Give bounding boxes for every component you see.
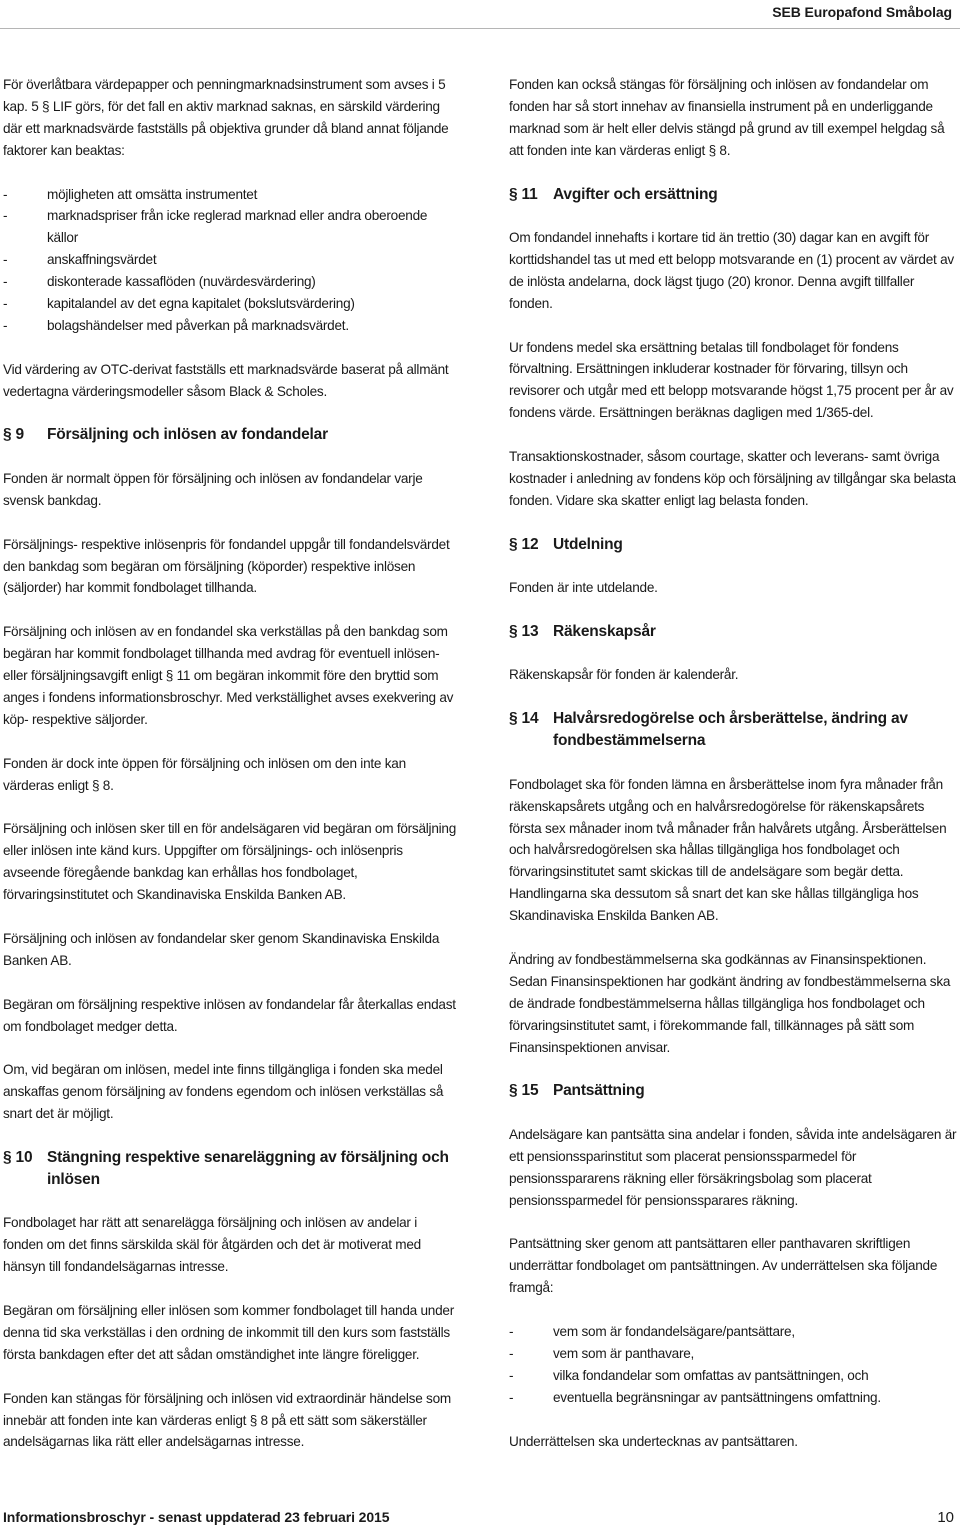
pledge-notice-list [509, 1321, 959, 1409]
section-title: Stängning respektive senareläggning av försäljning och inlösen [47, 1148, 449, 1188]
paragraph: Om fondandel innehafts i kortare tid än trettio (30) dagar kan en avgift för korttidshandel tas ut med ett belopp motsvarande en (1) procent av värdet av de inlösta andelarna, dock lägst tjugo (20) kronor. Denna avgift tillfaller fonden. [509, 230, 954, 311]
section-number: § 11 [509, 185, 538, 203]
paragraph: Försäljning och inlösen av en fondandel ska verkställas på den bankdag som begäran har kommit fondbolaget tillhanda med avdrag för eventuell inlösen- eller försäljningsavgift enligt § 11 om begäran inkommit före den bryttid som anges i fondens informationsbroschyr. Med verkställighet avses exekvering av köp- respektive säljorder. [3, 624, 454, 727]
list-item: - diskonterade kassaflöden (nuvärdesvärdering) [3, 274, 316, 290]
list-item: - kapitalandel av det egna kapitalet (bokslutsvärdering) [3, 296, 355, 312]
paragraph: Fondbolaget har rätt att senarelägga försäljning och inlösen av andelar i fonden om det finns särskilda skäl för åtgärden och det är motiverat med hänsyn till fondandelsägarnas intresse. [3, 1215, 421, 1275]
section-number: § 14 [509, 710, 539, 728]
section-13-heading [509, 621, 959, 643]
section-14-heading [509, 708, 959, 752]
section-12-heading [509, 534, 959, 556]
list-item: - eventuella begränsningar av pantsättningens omfattning. [509, 1389, 881, 1405]
section-9-heading [3, 424, 458, 446]
paragraph: Fonden kan stängas för försäljning och inlösen vid extraordinär händelse som innebär att fonden inte kan värderas enligt § 8 på ett sätt som säkerställer andelsägarnas lika rätt eller andelsägarnas intresse. [3, 1390, 451, 1450]
section-number: § 15 [509, 1082, 539, 1100]
list-item: - anskaffningsvärdet [3, 252, 157, 268]
section-number: § 12 [509, 535, 539, 553]
list-item: - bolagshändelser med påverkan på marknadsvärdet. [3, 317, 349, 333]
paragraph: Begäran om försäljning eller inlösen som kommer fondbolaget till handa under denna tid ska verkställas i den ordning de inkommit till den kurs som fastställs första bankdagen efter det att sådan omständighet inte längre föreligger. [3, 1303, 455, 1362]
section-11-heading [509, 184, 959, 206]
paragraph: Andelsägare kan pantsätta sina andelar i fonden, såvida inte andelsägaren är ett pensionssparinstitut som placerat pensionssparmedel för pensionsspararens räkning eller försäkringsbolag som placerat pensionssparmedel för pensionssparares räkning. [509, 1126, 957, 1208]
paragraph: Fonden är normalt öppen för försäljning och inlösen av fondandelar varje svensk bankdag. [3, 470, 423, 508]
section-number: § 9 [3, 426, 24, 444]
document-header-title: SEB Europafond Småbolag [772, 4, 952, 20]
section-title: Avgifter och ersättning [553, 185, 718, 203]
section-10-heading [3, 1147, 458, 1191]
list-item: - vem som är fondandelsägare/pantsättare, [509, 1324, 795, 1340]
footer-title: Informationsbroschyr - senast uppdaterad 23 februari 2015 [3, 1509, 390, 1525]
section-title: Pantsättning [553, 1082, 645, 1100]
section-title: Utdelning [553, 535, 623, 553]
valuation-intro: För överlåtbara värdepapper och penningmarknadsinstrument som avses i 5 kap. 5 § LIF görs, för det fall en aktiv marknad saknas, en särskild värdering där ett marknadsvärde fastställs på objektiva grunder då bland annat följande faktorer kan beaktas: [3, 77, 449, 158]
paragraph: Försäljning och inlösen av fondandelar sker genom Skandinaviska Enskilda Banken AB. [3, 930, 440, 968]
list-item: - vem som är panthavare, [509, 1345, 695, 1361]
otc-paragraph: Vid värdering av OTC-derivat fastställs ett marknadsvärde baserat på allmänt vedertagna värderingsmodeller såsom Black & Scholes. [3, 361, 449, 399]
paragraph: Räkenskapsår för fonden är kalenderår. [509, 667, 739, 683]
left-column [3, 74, 458, 1475]
section-title: Räkenskapsår [553, 622, 656, 640]
paragraph: Försäljnings- respektive inlösenpris för fondandel uppgår till fondandelsvärdet den bankdag som begäran om försäljning (köporder) respektive inlösen (säljorder) har kommit fondbolaget tillhanda. [3, 536, 450, 596]
section-title: Halvårsredogörelse och årsberättelse, ändring av fondbestämmelserna [553, 710, 908, 750]
paragraph: Försäljning och inlösen sker till en för andelsägaren vid begäran om försäljning eller inlösen inte känd kurs. Uppgifter om försäljnings- och inlösenpris avseende föregående bankdag kan erhållas hos fondbolaget, förvaringsinstitutet och Skandinaviska Enskilda Banken AB. [3, 821, 457, 903]
header-divider [0, 28, 960, 29]
list-item: - möjligheten att omsätta instrumentet [3, 186, 258, 202]
list-item: - vilka fondandelar som omfattas av pantsättningen, och [509, 1367, 869, 1383]
paragraph: Transaktionskostnader, såsom courtage, skatter och leverans- samt övriga kostnader i anledning av fondens köp och försäljning av tillgångar ska belasta fonden. Vidare ska skatter enligt lag belasta fonden. [509, 449, 956, 508]
list-item: - marknadspriser från icke reglerad marknad eller andra oberoende källor [3, 208, 428, 246]
right-column [509, 74, 959, 1474]
paragraph: Pantsättning sker genom att pantsättaren eller panthavaren skriftligen underrättar fondbolaget om pantsättningen. Av underrättelsen ska följande framgå: [509, 1236, 938, 1296]
section-title: Försäljning och inlösen av fondandelar [47, 426, 328, 444]
closure-intro: Fonden kan också stängas för försäljning och inlösen av fondandelar om fonden har så stort innehav av finansiella instrument på en underliggande marknad som är helt eller delvis stängd på grund av till exempel helgdag så att fonden inte kan värderas enligt § 8. [509, 77, 945, 158]
paragraph: Fonden är inte utdelande. [509, 580, 658, 596]
section-number: § 10 [3, 1148, 33, 1166]
section-number: § 13 [509, 622, 539, 640]
paragraph: Underrättelsen ska undertecknas av pantsättaren. [509, 1433, 798, 1449]
paragraph: Om, vid begäran om inlösen, medel inte finns tillgängliga i fonden ska medel anskaffas genom försäljning av fondens egendom och inlösen verkställas så snart det är möjligt. [3, 1062, 444, 1122]
paragraph: Fondbolaget ska för fonden lämna en årsberättelse inom fyra månader från räkenskapsårets utgång och en halvårsredogörelse för räkenskapsårets första sex månader inom två månader från halvårets utgång. Årsberättelsen och halvårsredogörelsen ska hållas tillgängliga hos fondbolaget och förvaringsinstitutet samt skickas till de andelsägare som begär detta. Handlingarna ska dessutom så snart det kan ske hållas tillgängliga hos Skandinaviska Enskilda Banken AB. [509, 776, 947, 924]
page-number: 10 [937, 1509, 954, 1526]
section-15-heading [509, 1080, 959, 1102]
valuation-factor-list [3, 184, 458, 337]
paragraph: Ändring av fondbestämmelserna ska godkännas av Finansinspektionen. Sedan Finansinspektionen har godkänt ändring av fondbestämmelserna ska de ändrade fondbestämmelserna hållas tillgängliga hos fondbolaget och förvaringsinstitutet samt, i förekommande fall, tillkännages på sätt som Finansinspektionen anvisar. [509, 951, 951, 1055]
paragraph: Fonden är dock inte öppen för försäljning och inlösen om den inte kan värderas enligt § 8. [3, 755, 406, 793]
paragraph: Begäran om försäljning respektive inlösen av fondandelar får återkallas endast om fondbolaget medger detta. [3, 996, 456, 1034]
paragraph: Ur fondens medel ska ersättning betalas till fondbolaget för fondens förvaltning. Ersättningen inkluderar kostnader för förvaring, tillsyn och revisorer och utgår med ett belopp motsvarande högst 1,75 procent per år av fondens värde. Ersättningen beräknas dagligen med 1/365-del. [509, 339, 954, 421]
